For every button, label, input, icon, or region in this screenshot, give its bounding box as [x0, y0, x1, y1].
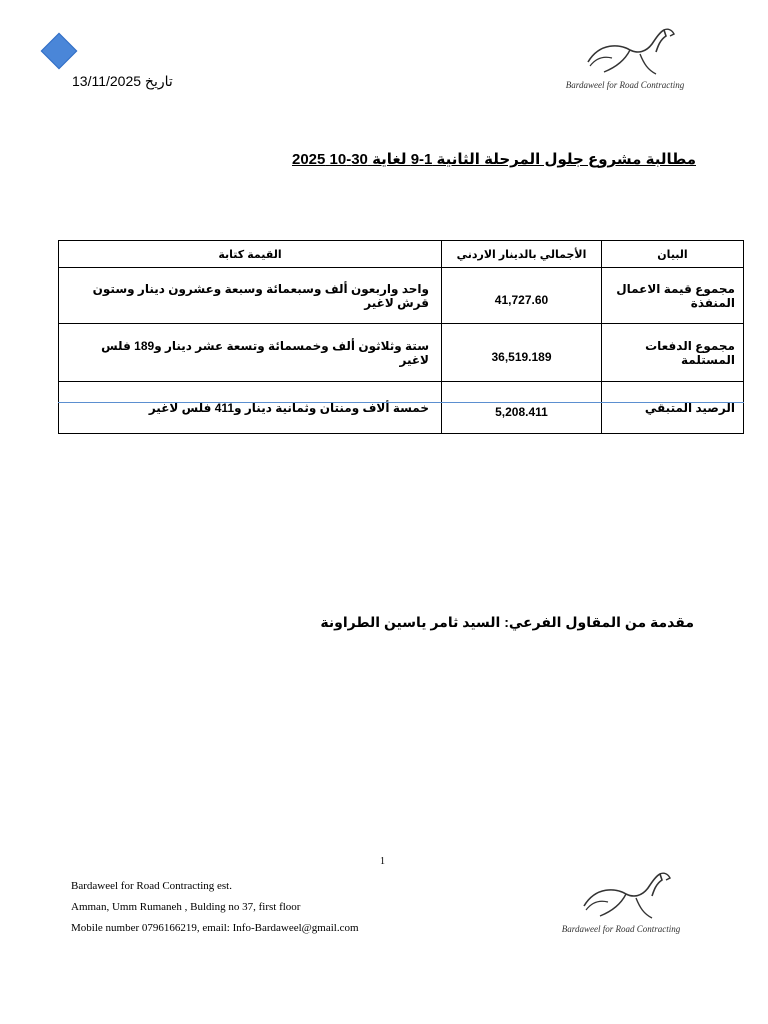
row-description: مجموع قيمة الاعمال المنفذة	[602, 268, 744, 324]
claim-table	[58, 240, 744, 434]
table-row	[59, 324, 744, 382]
header-total: الأجمالي بالدينار الاردني	[442, 241, 602, 268]
row-description: مجموع الدفعات المستلمة	[602, 324, 744, 382]
page-number: 1	[380, 856, 385, 867]
footer-address	[71, 876, 359, 939]
row-in-words: خمسة ألاف ومنتان وثمانية دينار و411 فلس لاغير	[59, 382, 442, 434]
row-in-words: واحد واربعون ألف وسبعمائة وسبعة وعشرون دينار وستون قرش لاغير	[59, 268, 442, 324]
submitted-by: مقدمة من المقاول الفرعي: السيد ثامر ياسين الطراونة	[320, 614, 694, 630]
row-in-words: ستة وثلاثون ألف وخمسمائة وتسعة عشر دينار و189 فلس لاغير	[59, 324, 442, 382]
footer-logo	[556, 866, 686, 936]
separator-line	[58, 402, 744, 403]
header-description: البيان	[602, 241, 744, 268]
horse-logo-icon	[560, 22, 690, 82]
table-row	[59, 268, 744, 324]
table-row	[59, 382, 744, 434]
date-label: تاريخ	[144, 73, 173, 89]
header-in-words: القيمة كتابة	[59, 241, 442, 268]
row-total: 5,208.411	[442, 382, 602, 434]
logo-caption: Bardaweel for Road Contracting	[565, 80, 685, 90]
row-total: 41,727.60	[442, 268, 602, 324]
footer-address-line: Amman, Umm Rumaneh , Bulding no 37, first floor	[71, 901, 301, 913]
logo-caption: Bardaweel for Road Contracting	[561, 924, 681, 934]
company-logo	[560, 22, 690, 92]
horse-logo-icon	[556, 866, 686, 926]
diamond-bullet-icon	[41, 33, 78, 70]
footer-company: Bardaweel for Road Contracting est.	[71, 880, 232, 892]
row-description: الرصيد المتبقي	[602, 382, 744, 434]
date-value: 13/11/2025	[72, 73, 142, 89]
row-total: 36,519.189	[442, 324, 602, 382]
footer-contact: Mobile number 0796166219, email: Info-Bardaweel@gmail.com	[71, 922, 359, 934]
document-date	[72, 73, 173, 90]
document-title: مطالبة مشروع جلول المرحلة الثانية 1-9 لغاية 30-10 2025	[291, 151, 696, 168]
table-header-row	[59, 241, 744, 268]
